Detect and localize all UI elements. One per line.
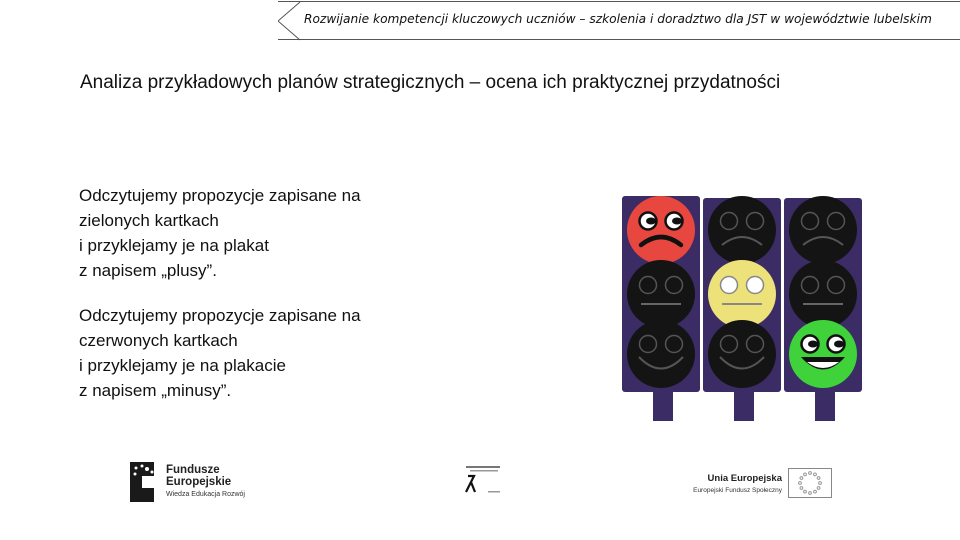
instruction-minus-line: Odczytujemy propozycje zapisane na [79,306,361,325]
instruction-plus-line: i przyklejamy je na plakat [79,236,269,255]
instruction-minus [79,303,361,403]
fundusze-europejskie-logo [128,458,160,504]
instruction-minus-line: z napisem „minusy”. [79,381,232,400]
traffic-light-green [784,196,862,421]
instruction-plus-line: Odczytujemy propozycje zapisane na [79,186,361,205]
traffic-light-yellow [703,196,781,421]
instruction-minus-line: czerwonych kartkach [79,331,238,350]
header-banner [278,1,960,40]
ue-logo-text [690,473,782,494]
ue-fund-name: Europejski Fundusz Społeczny [693,487,782,494]
instruction-plus-line: z napisem „plusy”. [79,261,217,280]
traffic-light-red [622,196,700,421]
eu-flag-icon [788,468,832,498]
project-logo [462,464,506,496]
fe-program-name: Wiedza Edukacja Rozwój [166,491,245,498]
slide-title: Analiza przykładowych planów strategicznych – ocena ich praktycznej przydatności [80,72,781,93]
traffic-lights-illustration [620,193,865,425]
instruction-minus-line: i przyklejamy je na plakacie [79,356,286,375]
fe-logo-name-line2: Europejskie [166,476,232,488]
instruction-plus-line: zielonych kartkach [79,211,219,230]
fe-logo-name-line1: Fundusze [166,464,220,476]
instruction-plus [79,183,361,283]
fe-logo-name [166,464,231,488]
banner-text: Rozwijanie kompetencji kluczowych uczniów – szkolenia i doradztwo dla JST w województwie lubelskim [304,12,932,26]
ue-logo-name: Unia Europejska [707,473,782,484]
